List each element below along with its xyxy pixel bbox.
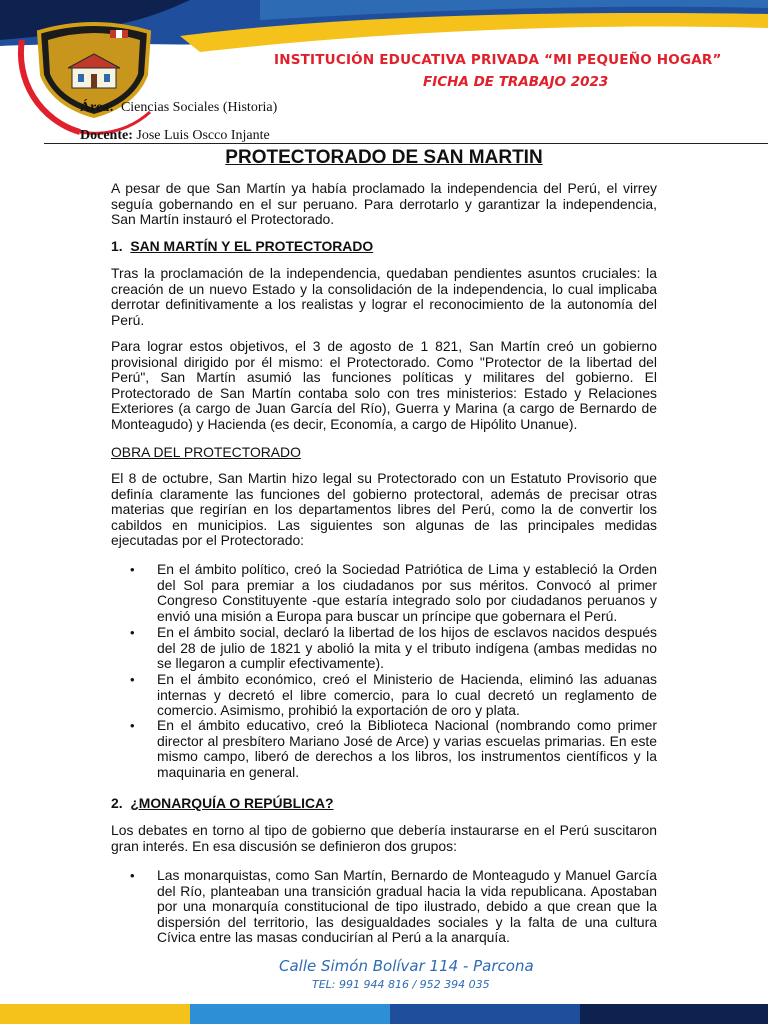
teacher-label: Docente:	[80, 128, 133, 143]
subsection-heading: OBRA DEL PROTECTORADO	[111, 444, 301, 460]
list-item: Las monarquistas, como San Martín, Bernardo de Monteagudo y Manuel García del Río, planteaban una transición gradual hacia la vida republicana. Apostaban por una monarquía constitucional de tipo ilustrado, debido a que crean que la dispersión del territorio, las desigualdades sociales y la falta de una cultura Cívica entre las masas conducirían al Perú a la anarquía.	[157, 867, 657, 946]
footer-band	[0, 1004, 768, 1024]
list-item: En el ámbito social, declaró la libertad de los hijos de esclavos nacidos después del 28 de julio de 1821 y abolió la mita y el tributo indígena (ambas medidas no se llegaron a cumplir efectivamente).	[157, 624, 657, 672]
worksheet-title: FICHA DE TRABAJO 2023	[423, 74, 609, 90]
section-1-paragraph-2: Para lograr estos objetivos, el 3 de agosto de 1 821, San Martín creó un gobierno provisional dirigido por él mismo: el Protectorado. Como "Protector de la libertad del Perú", San Martín asumió las funciones políticas y militares del gobierno. El Protectorado de San Martín contaba solo con tres ministerios: Estado y Relaciones Exteriores (a cargo de Juan García del Río), Guerra y Marina (a cargo de Bernardo de Monteagudo) y Hacienda (es decir, Economía, a cargo de Hipólito Unanue).	[111, 338, 657, 432]
section-2-heading	[111, 795, 334, 811]
bullet-marker: •	[130, 562, 135, 577]
section-2-title: ¿MONARQUÍA O REPÚBLICA?	[130, 795, 334, 811]
institution-name: INSTITUCIÓN EDUCATIVA PRIVADA “MI PEQUEÑO HOGAR”	[274, 52, 722, 68]
list-item: En el ámbito económico, creó el Ministerio de Hacienda, eliminó las aduanas internas y decretó el libre comercio, para lo cual decretó un reglamento de comercio. Asimismo, prohibió la exportación de oro y plata.	[157, 671, 657, 719]
section-1-title: SAN MARTÍN Y EL PROTECTORADO	[130, 238, 374, 254]
section-1-number: 1.	[111, 238, 123, 254]
section-1-paragraph-3: El 8 de octubre, San Martin hizo legal su Protectorado con un Estatuto Provisorio que definía claramente las funciones del gobierno protectoral, además de precisar otras materias que regirían en los departamentos libres del Perú, como la de convertir los cabildos en municipios. Las siguientes son algunas de las principales medidas ejecutadas por el Protectorado:	[111, 470, 657, 549]
bullet-marker: •	[130, 672, 135, 687]
section-1-paragraph-1: Tras la proclamación de la independencia, quedaban pendientes asuntos cruciales: la creación de un nuevo Estado y la consolidación de la independencia, lo cual implicaba derrotar definitivamente a los realistas y lograr el reconocimiento de la autonomía del Perú.	[111, 265, 657, 328]
section-1-heading	[111, 238, 373, 254]
header-divider	[44, 143, 768, 144]
bullet-marker: •	[130, 625, 135, 640]
list-item: En el ámbito político, creó la Sociedad Patriótica de Lima y estableció la Orden del Sol para premiar a los ciudadanos por sus méritos. Convocó al primer Congreso Constituyente -que estaría integrado solo por ciudadanos peruanos y envió una misión a Europa para buscar un príncipe que gobernara el Perú.	[157, 561, 657, 624]
teacher-line	[80, 128, 270, 144]
footer-address: Calle Simón Bolívar 114 - Parcona	[279, 957, 534, 975]
page-title: PROTECTORADO DE SAN MARTIN	[225, 147, 543, 168]
list-item: En el ámbito educativo, creó la Biblioteca Nacional (nombrando como primer director al presbítero Mariano José de Arce) y varias escuelas primarias. En este mismo campo, liberó de derechos a los libros, los instrumentos científicos y la maquinaria en general.	[157, 717, 657, 780]
area-label: Área:	[80, 100, 114, 115]
area-line	[80, 100, 277, 116]
bullet-marker: •	[130, 868, 135, 883]
area-value: Ciencias Sociales (Historia)	[120, 100, 278, 115]
teacher-value: Jose Luis Oscco Injante	[136, 128, 270, 143]
intro-paragraph: A pesar de que San Martín ya había proclamado la independencia del Perú, el virrey seguía gobernando en el sur peruano. Para derrotarlo y garantizar la independencia, San Martín instauró el Protectorado.	[111, 180, 657, 228]
section-2-paragraph-1: Los debates en torno al tipo de gobierno que debería instaurarse en el Perú suscitaron gran interés. En esa discusión se definieron dos grupos:	[111, 822, 657, 854]
section-2-number: 2.	[111, 795, 123, 811]
footer-phone: TEL: 991 944 816 / 952 394 035	[312, 978, 490, 991]
bullet-marker: •	[130, 718, 135, 733]
